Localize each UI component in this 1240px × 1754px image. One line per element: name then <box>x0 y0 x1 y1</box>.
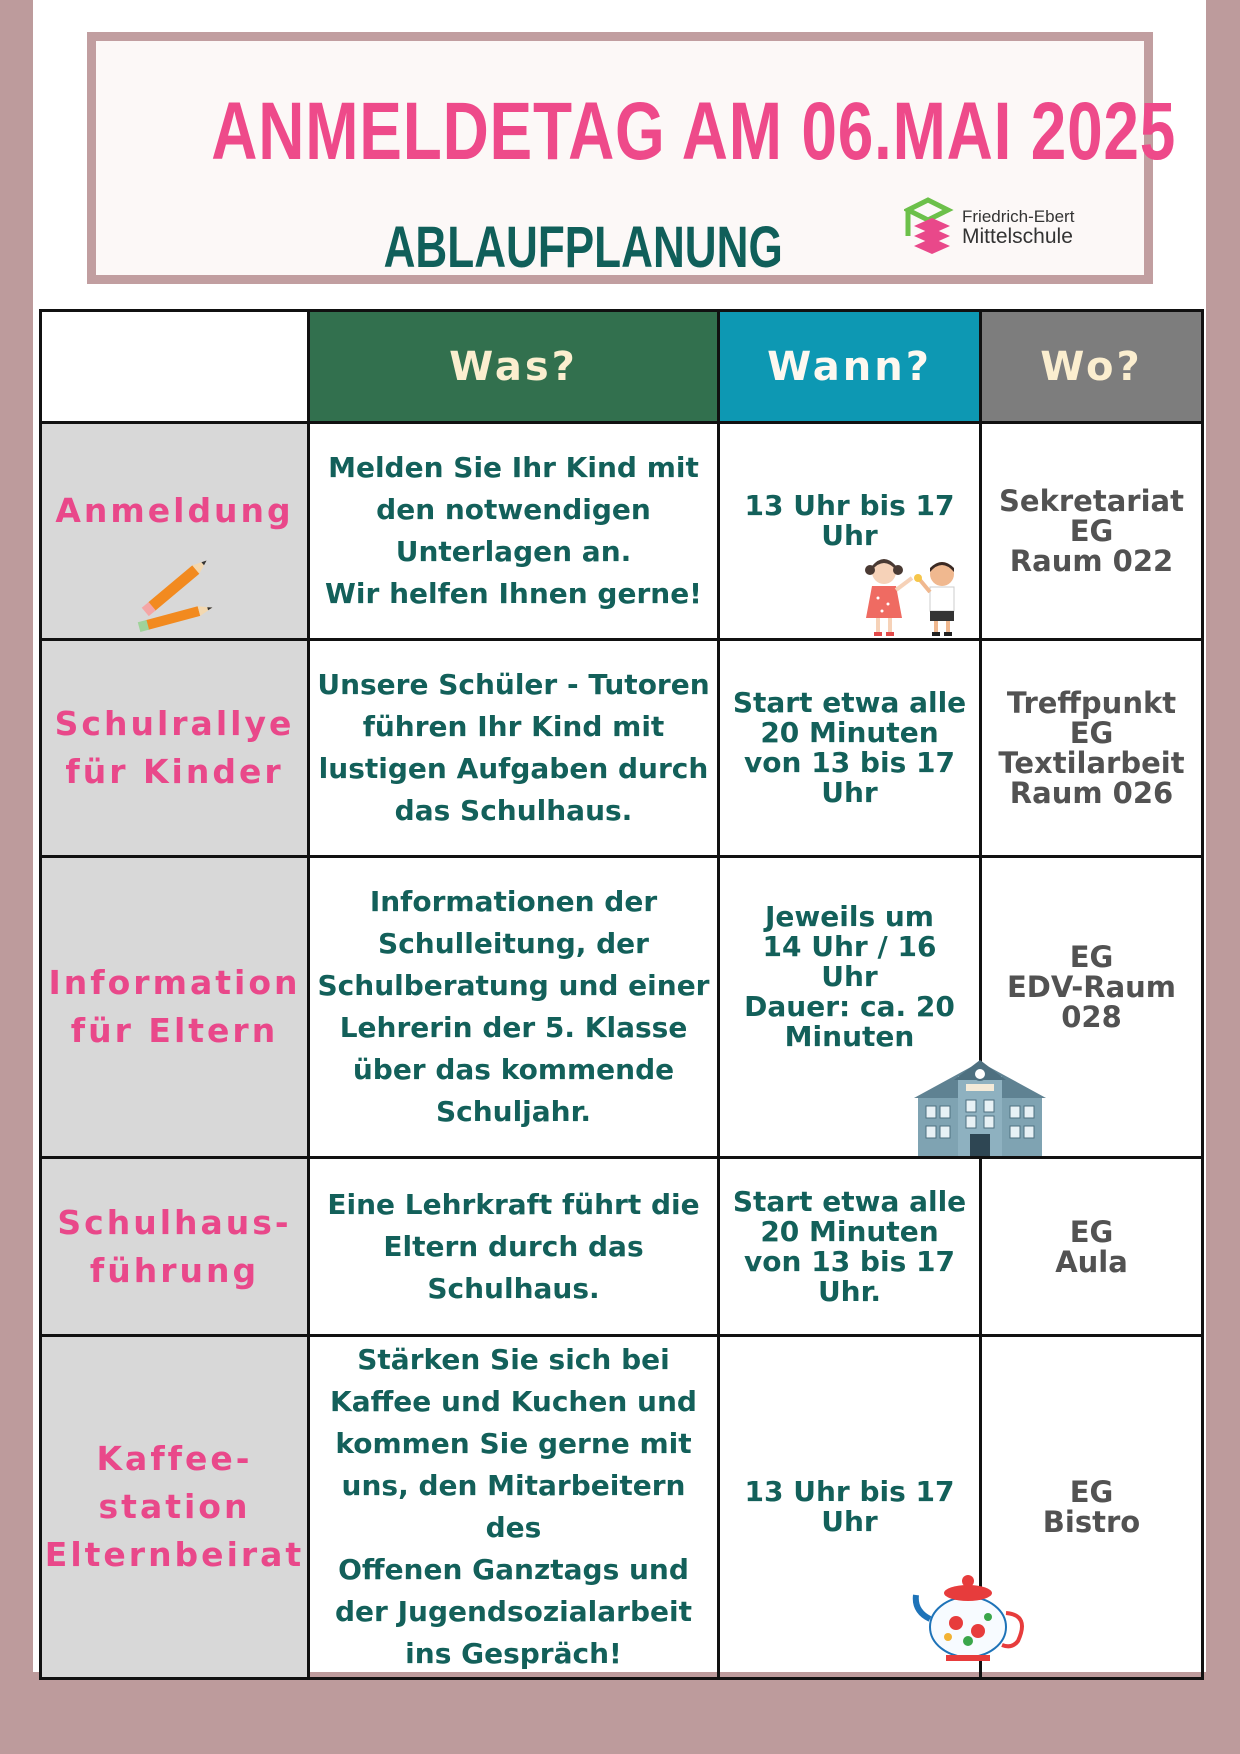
row-label: Kaffee- station Elternbeirat <box>41 1336 309 1679</box>
row-wo-cell <box>981 857 1203 1158</box>
row-wann-cell: Start etwa alle 20 Minuten von 13 bis 17 Uhr. <box>719 1158 981 1336</box>
row-was-cell: Informationen der Schulleitung, der Schulberatung und einer Lehrerin der 5. Klasse über das kommende Schuljahr. <box>309 857 719 1158</box>
row-wo-cell: Sekretariat EG Raum 022 <box>981 423 1203 640</box>
school-logo-line2: Mittelschule <box>962 224 1073 248</box>
row-label: Schulhaus- führung <box>41 1158 309 1336</box>
row-wo-cell: Treffpunkt EG Textilarbeit Raum 026 <box>981 640 1203 857</box>
table-row <box>41 857 1203 1158</box>
header-cell-wo: Wo? <box>981 311 1203 423</box>
row-wo-cell: EG Aula <box>981 1158 1203 1336</box>
children-illustration <box>856 556 976 640</box>
table-row <box>41 423 1203 640</box>
row-wann-cell <box>719 423 981 640</box>
row-was-cell: Melden Sie Ihr Kind mit den notwendigen Unterlagen an. Wir helfen Ihnen gerne! <box>309 423 719 640</box>
row-wo-cell: EG Bistro <box>981 1336 1203 1679</box>
row-label: Information für Eltern <box>41 857 309 1158</box>
header-cell-was: Was? <box>309 311 719 423</box>
header-cell-blank <box>41 311 309 423</box>
table-row <box>41 1336 1203 1679</box>
row-was-cell: Stärken Sie sich bei Kaffee und Kuchen und kommen Sie gerne mit uns, den Mitarbeitern des Offenen Ganztags und der Jugendsozialarbeit ins Gespräch! <box>309 1336 719 1679</box>
row-wann-cell <box>719 1336 981 1679</box>
row-wann-cell: Start etwa alle 20 Minuten von 13 bis 17 Uhr <box>719 640 981 857</box>
school-logo-line1: Friedrich-Ebert <box>962 207 1075 227</box>
row-was-cell: Unsere Schüler - Tutoren führen Ihr Kind mit lustigen Aufgaben durch das Schulhaus. <box>309 640 719 857</box>
row-wann-text: Jeweils um 14 Uhr / 16 Uhr Dauer: ca. 20 Minuten <box>744 900 955 1053</box>
table-row <box>41 640 1203 857</box>
page-subtitle: ABLAUFPLANUNG <box>383 215 783 280</box>
row-wann-cell <box>719 857 981 1158</box>
school-logo-text <box>962 208 1074 248</box>
header-box <box>87 32 1177 284</box>
page-title: ANMELDETAG AM 06.MAI 2025 <box>211 86 1177 177</box>
row-wo-text: EG EDV-Raum 028 <box>1006 940 1176 1034</box>
schedule-table <box>39 309 1204 1680</box>
pencils-icon <box>132 556 222 634</box>
table-row <box>41 1158 1203 1336</box>
row-was-cell: Eine Lehrkraft führt die Eltern durch das Schulhaus. <box>309 1158 719 1336</box>
row-label: Schulrallye für Kinder <box>41 640 309 857</box>
row-label-cell <box>41 423 309 640</box>
row-label: Anmeldung <box>55 491 294 530</box>
school-logo <box>904 188 1079 268</box>
row-wann-text: 13 Uhr bis 17 Uhr <box>744 1475 955 1538</box>
school-logo-icon <box>904 196 954 260</box>
table-header-row <box>41 311 1203 423</box>
header-cell-wann: Wann? <box>719 311 981 423</box>
row-wann-text: 13 Uhr bis 17 Uhr <box>744 489 955 552</box>
